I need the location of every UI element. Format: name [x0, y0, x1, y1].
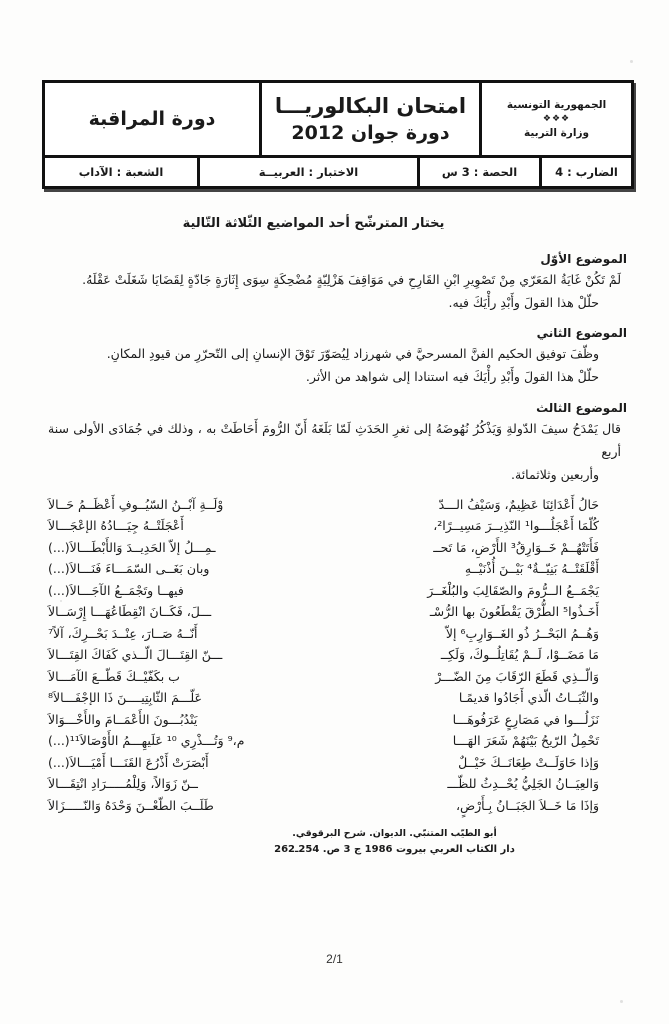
poem-verse: [42, 709, 627, 731]
topic-two: [42, 326, 627, 388]
verse-second-hemistich: أَعْجَلَتْــهُ جِيَـــادُهُ الإعْجَـــالاَ: [48, 518, 184, 534]
republic-line1: الجمهورية التونسية: [506, 98, 607, 111]
poem-verse: [42, 666, 627, 688]
verse-second-hemistich: أَنّــهُ صَــارَ، عِنْــدَ بَحْــرِكَ، آلاً⁷: [48, 625, 198, 641]
header-bottom-row: [45, 158, 631, 186]
verse-first-hemistich: تَحْمِلُ الرّيحُ بَيْنَهُمْ شَعَرَ الهَـــا: [452, 733, 599, 749]
verse-second-hemistich: ب بكَفّيْــكَ قَطّــعَ الآمَـــالاَ: [48, 668, 180, 684]
topic-two-line-1: وظّفَ توفيق الحكيم الفنَّ المسرحيَّ في شهرزاد لِيُصَوّرَ تَوْقَ الإنسانِ إلى التّحرّرِ من قيودِ المكانِ.: [106, 346, 599, 362]
verse-second-hemistich: فيهــا وتَجْمَــعُ الآجَـــالاَ(...): [48, 582, 184, 598]
poem-attribution: [42, 826, 627, 857]
exam-title-cell: [259, 83, 479, 155]
topic-one-line-2: حلّلْ هذا القولَ وأَبْدِ رأْيَكَ فيه.: [448, 295, 599, 311]
verse-second-hemistich: ـــنّ القِتَـــالَ الّــذي كَفَاكَ القِتَـــالاَ: [48, 647, 223, 663]
poem-verse: [42, 558, 627, 580]
verse-second-hemistich: وْلَــةِ آبْــنُ السّيُــوفِ أَعْظَــمُ حَــالاَ: [48, 496, 224, 512]
page-number: 2/1: [326, 952, 343, 966]
topic-one-line-1: لَمْ تَكُنْ غَايَةُ المَعَرّي مِنْ تَصْوِيرِ ابْنِ القَارِحِ في مَوَاقِفَ هَزْلِيّةٍ مُضْحِكَةٍ سِوَى إِثَارَةٍ جَادّةٍ لِقَضَايَا شَغَلَتْ عَقْلَهُ.: [82, 272, 621, 287]
topic-one-body: [42, 268, 627, 314]
verse-second-hemistich: أَبْصَرَتْ أَذْرُعَ القَنَـــا أَمْيَـــالاَ(...): [48, 754, 209, 770]
verse-first-hemistich: كُلّمَا أَعْجَلُـــوا¹ النّذِيــرَ مَسِيــرًا²،: [433, 518, 599, 534]
poem-block: [42, 494, 627, 817]
exam-session-year: دورة جوان 2012: [291, 121, 450, 144]
verse-first-hemistich: وَإذَا مَا خَــلاَ الجَبَــانُ بِـأَرْضٍ،: [455, 797, 599, 813]
verse-second-hemistich: م،⁹ وَتُـــذْرِي ¹⁰ عَلَيهِـــمُ الأَوْصَالاَ¹¹(...): [48, 733, 245, 749]
exam-title: امتحان البكالوريـــا: [274, 93, 467, 118]
verse-first-hemistich: والثّبَــاتُ الّذي أَجَادُوا قديمًـا: [458, 690, 599, 706]
topic-one: [42, 252, 627, 314]
poem-verse: [42, 494, 627, 516]
duration-cell: الحصة : 3 س: [417, 158, 539, 186]
coefficient-cell: الضارب : 4: [539, 158, 631, 186]
verse-first-hemistich: وَإذا حَاوَلَــتْ طِعَانَــكَ خَيْــلٌ: [458, 754, 599, 770]
verse-first-hemistich: حَالُ أَعْدَائِنَا عَظِيمٌ، وَسَيْفُ الـــدّ: [438, 496, 599, 512]
attribution-line-1: أبو الطيّب المتنبّي. الديوان. شرح البرقوقي.: [292, 828, 497, 840]
topic-three-title: الموضوع الثالث: [536, 400, 627, 415]
verse-first-hemistich: أَخَـذُوا⁵ الطُّرْقَ يَقْطَعُونَ بها الرُّسْـ: [429, 604, 599, 620]
verse-first-hemistich: وَهُــمُ البَحْــرُ ذُو الغَــوَارِبِ⁶ إلاّ: [445, 625, 599, 641]
republic-cell: [479, 83, 631, 155]
verse-first-hemistich: مَا مَضَــوْا، لَــمْ يُقَاتِلُــوكَ، وَلَكِــ: [440, 647, 599, 663]
decorative-stars: ❖❖❖: [542, 113, 571, 124]
instruction-line: يختار المترشّح أحد المواضيع الثّلاثة التّالية: [182, 216, 445, 231]
verse-first-hemistich: وَالّــذِي قَطَعَ الرّقَابَ مِنَ الضّـــرْ: [435, 668, 599, 684]
poem-verse: [42, 687, 627, 709]
exam-header-table: [42, 80, 634, 189]
header-top-row: [45, 83, 631, 158]
verse-first-hemistich: فَأَتَتْهُــمْ خَــوَارِقُ³ الأَرْضِ، مَا تَحــ: [433, 539, 599, 555]
scan-speck: [620, 1000, 623, 1003]
poem-verse: [42, 515, 627, 537]
session-cell: دورة المراقبة: [88, 108, 216, 130]
poem-verse: [42, 730, 627, 752]
poem-verse: [42, 644, 627, 666]
topic-two-title: الموضوع الثاني: [536, 326, 627, 341]
topic-three: [42, 401, 627, 858]
poem-verse: [42, 795, 627, 817]
verse-first-hemistich: وَالعِيَــانُ الجَلِيُّ يُحْــدِثُ للظّـــ: [447, 776, 599, 792]
verse-second-hemistich: يَنْدُبُـــونَ الأَعْمَــامَ والأَخْـــوَالاَ: [48, 711, 198, 727]
topic-three-body: [42, 417, 627, 486]
topic-one-title: الموضوع الأوّل: [540, 252, 627, 266]
verse-second-hemistich: ـــلَ، فَكَــانَ انْقِطَاعُهَـــا إِرْسَــالاَ: [48, 604, 212, 620]
verse-second-hemistich: عَلّـــمَ الثّابِتِيــــنَ ذَا الإجْفَـــالاَ⁸: [48, 690, 202, 706]
poem-verse: [42, 601, 627, 623]
topic-two-line-2: حلّلْ هذا القولَ وأَبْدِ رأْيَكَ فيه استنادا إلى شواهد من الأثر.: [305, 369, 599, 385]
verse-second-hemistich: ــنّ زَوَالاً، وَلِلْمُـــــرَادِ انْتِقَـــالاَ: [48, 776, 198, 792]
verse-first-hemistich: أَقْلَقَتْــهُ بَنِيّــةٌ⁴ بَيْــنَ أُذْنَيْــهِ: [464, 561, 599, 577]
attribution-line-2: دار الكتاب العربي بيروت 1986 ج 3 ص. 254ـ262: [274, 843, 515, 855]
verse-second-hemistich: طَلَــبَ الطّعْــنَ وَحْدَهُ وَالنّـــــزَالاَ: [48, 797, 214, 813]
poem-verse: [42, 623, 627, 645]
verse-second-hemistich: ـمِـــلُ إلاّ الحَدِيــدَ وَالأَبْطَـــالاَ(...): [48, 539, 216, 555]
verse-first-hemistich: نَزَلُـــوا في مَصَارِعٍ عَرَفُوهَـــا: [452, 711, 599, 727]
branch-cell: الشعبة : الآداب: [78, 165, 164, 179]
ministry-line: وزارة التربية: [523, 127, 590, 140]
poem-verse: [42, 773, 627, 795]
topic-two-body: [42, 342, 627, 388]
exam-content: [42, 240, 627, 858]
poem-verse: [42, 752, 627, 774]
topic-three-line-2: وأربعين وثلاثمائة.: [511, 466, 599, 482]
poem-verse: [42, 537, 627, 559]
subject-cell: الاختبار : العربيــة: [197, 158, 417, 186]
scan-speck: [630, 60, 633, 63]
poem-verse: [42, 580, 627, 602]
scan-speck: [60, 600, 62, 602]
verse-second-hemistich: وبان بَغَــى السّمَـــاءَ فَنَـــالاَ(...): [48, 561, 210, 577]
topic-three-line-1: قال يَمْدَحُ سيفَ الدّولةِ وَيَذْكُرُ نُهُوضَهُ إلى ثغرِ الحَدَثِ لَمّا بَلَغَهُ أَنّ الرُّومَ أَحَاطَتْ به ، وذلك في جُمَادَى الأولى سنة أربع: [48, 420, 621, 459]
verse-first-hemistich: يَجْمَــعُ الــرُّومَ والصّقَالِبَ والبُلْغَــرَ: [427, 582, 599, 598]
